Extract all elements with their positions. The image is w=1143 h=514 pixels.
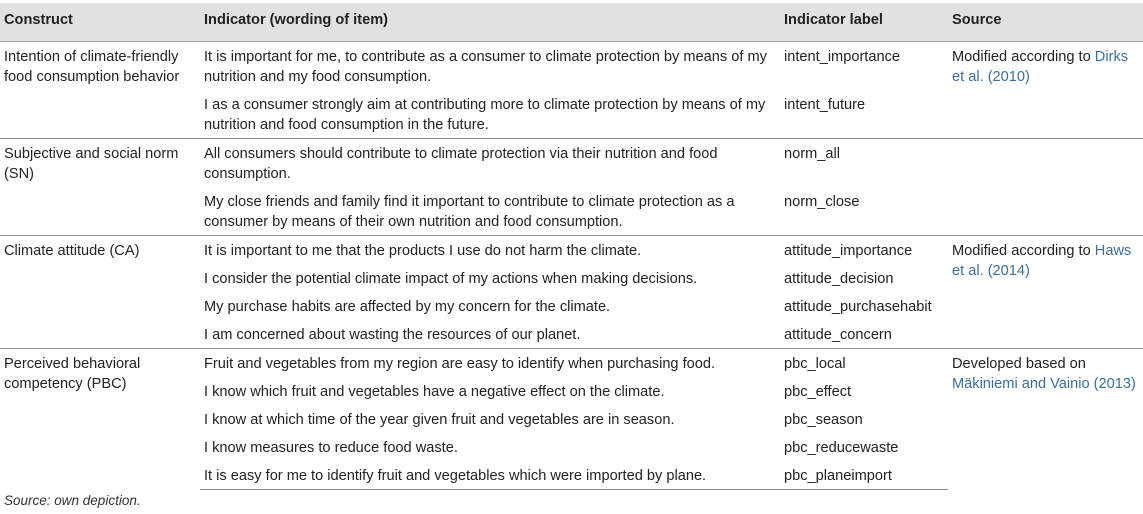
header-source: Source [948,3,1143,42]
indicator-cell: I know which fruit and vegetables have a negative effect on the climate. [204,384,665,400]
indicator-cell: All consumers should contribute to climate protection via their nutrition and food consumption. [200,139,780,188]
source-citation-link[interactable]: Mäkiniemi and Vainio (2013) [952,376,1136,392]
indicator-label-cell: pbc_reducewaste [784,440,899,456]
source-text: Developed based on [952,356,1086,372]
indicator-cell: It is easy for me to identify fruit and vegetables which were imported by plane. [200,461,780,490]
construct-cell: Climate attitude (CA) [0,236,200,349]
indicator-cell: I know at which time of the year given fruit and vegetables are in season. [204,412,675,428]
indicator-cell: I am concerned about wasting the resources of our planet. [204,327,581,343]
indicator-label-cell: attitude_concern [784,327,892,343]
table-row [0,349,1143,378]
header-label: Indicator label [780,3,948,42]
indicator-cell: Fruit and vegetables from my region are easy to identify when purchasing food. [200,349,780,378]
construct-cell: Intention of climate-friendly food consumption behavior [4,49,180,85]
construct-cell: Subjective and social norm (SN) [0,139,200,236]
indicator-table [0,3,1143,490]
source-cell [948,349,1143,490]
indicator-label-cell: norm_all [780,139,948,188]
source-text: Modified according to [952,49,1091,65]
indicator-label-cell: attitude_decision [784,271,894,287]
table-row [0,139,1143,188]
indicator-label-cell: attitude_importance [780,236,948,265]
table-row [0,42,1143,91]
indicator-cell: I consider the potential climate impact of my actions when making decisions. [204,271,698,287]
indicator-cell: I as a consumer strongly aim at contributing more to climate protection by means of my nutrition and food consumption in the future. [204,97,766,133]
source-cell [948,139,1143,236]
indicator-label-cell: intent_future [784,97,866,113]
indicator-label-cell: intent_importance [784,49,901,65]
table-body [0,42,1143,490]
indicator-label-cell: pbc_planeimport [780,461,948,490]
source-text: Modified according to [952,243,1091,259]
construct-cell: Perceived behavioral competency (PBC) [0,349,200,490]
source-cell [948,42,1143,139]
indicator-cell: My purchase habits are affected by my concern for the climate. [204,299,611,315]
source-citation-link[interactable]: Dirks et al. (2010) [952,49,1129,85]
indicator-cell: It is important to me that the products I use do not harm the climate. [200,236,780,265]
source-citation-link[interactable]: Haws et al. (2014) [952,243,1132,279]
header-row [0,3,1143,42]
indicator-label-cell: pbc_local [780,349,948,378]
header-construct: Construct [0,3,200,42]
header-indicator: Indicator (wording of item) [200,3,780,42]
indicator-label-cell: pbc_season [784,412,863,428]
indicator-label-cell: attitude_purchasehabit [784,299,932,315]
indicator-cell: It is important for me, to contribute as a consumer to climate protection by means of my nutrition and my food consumption. [204,49,767,85]
indicator-cell: My close friends and family find it important to contribute to climate protection as a consumer by means of their own nutrition and food consumption. [204,194,735,230]
source-cell [948,236,1143,349]
table-row [0,236,1143,265]
indicator-label-cell: norm_close [784,194,860,210]
indicator-cell: I know measures to reduce food waste. [204,440,458,456]
indicator-label-cell: pbc_effect [784,384,852,400]
table-note: Source: own depiction. [4,493,141,508]
